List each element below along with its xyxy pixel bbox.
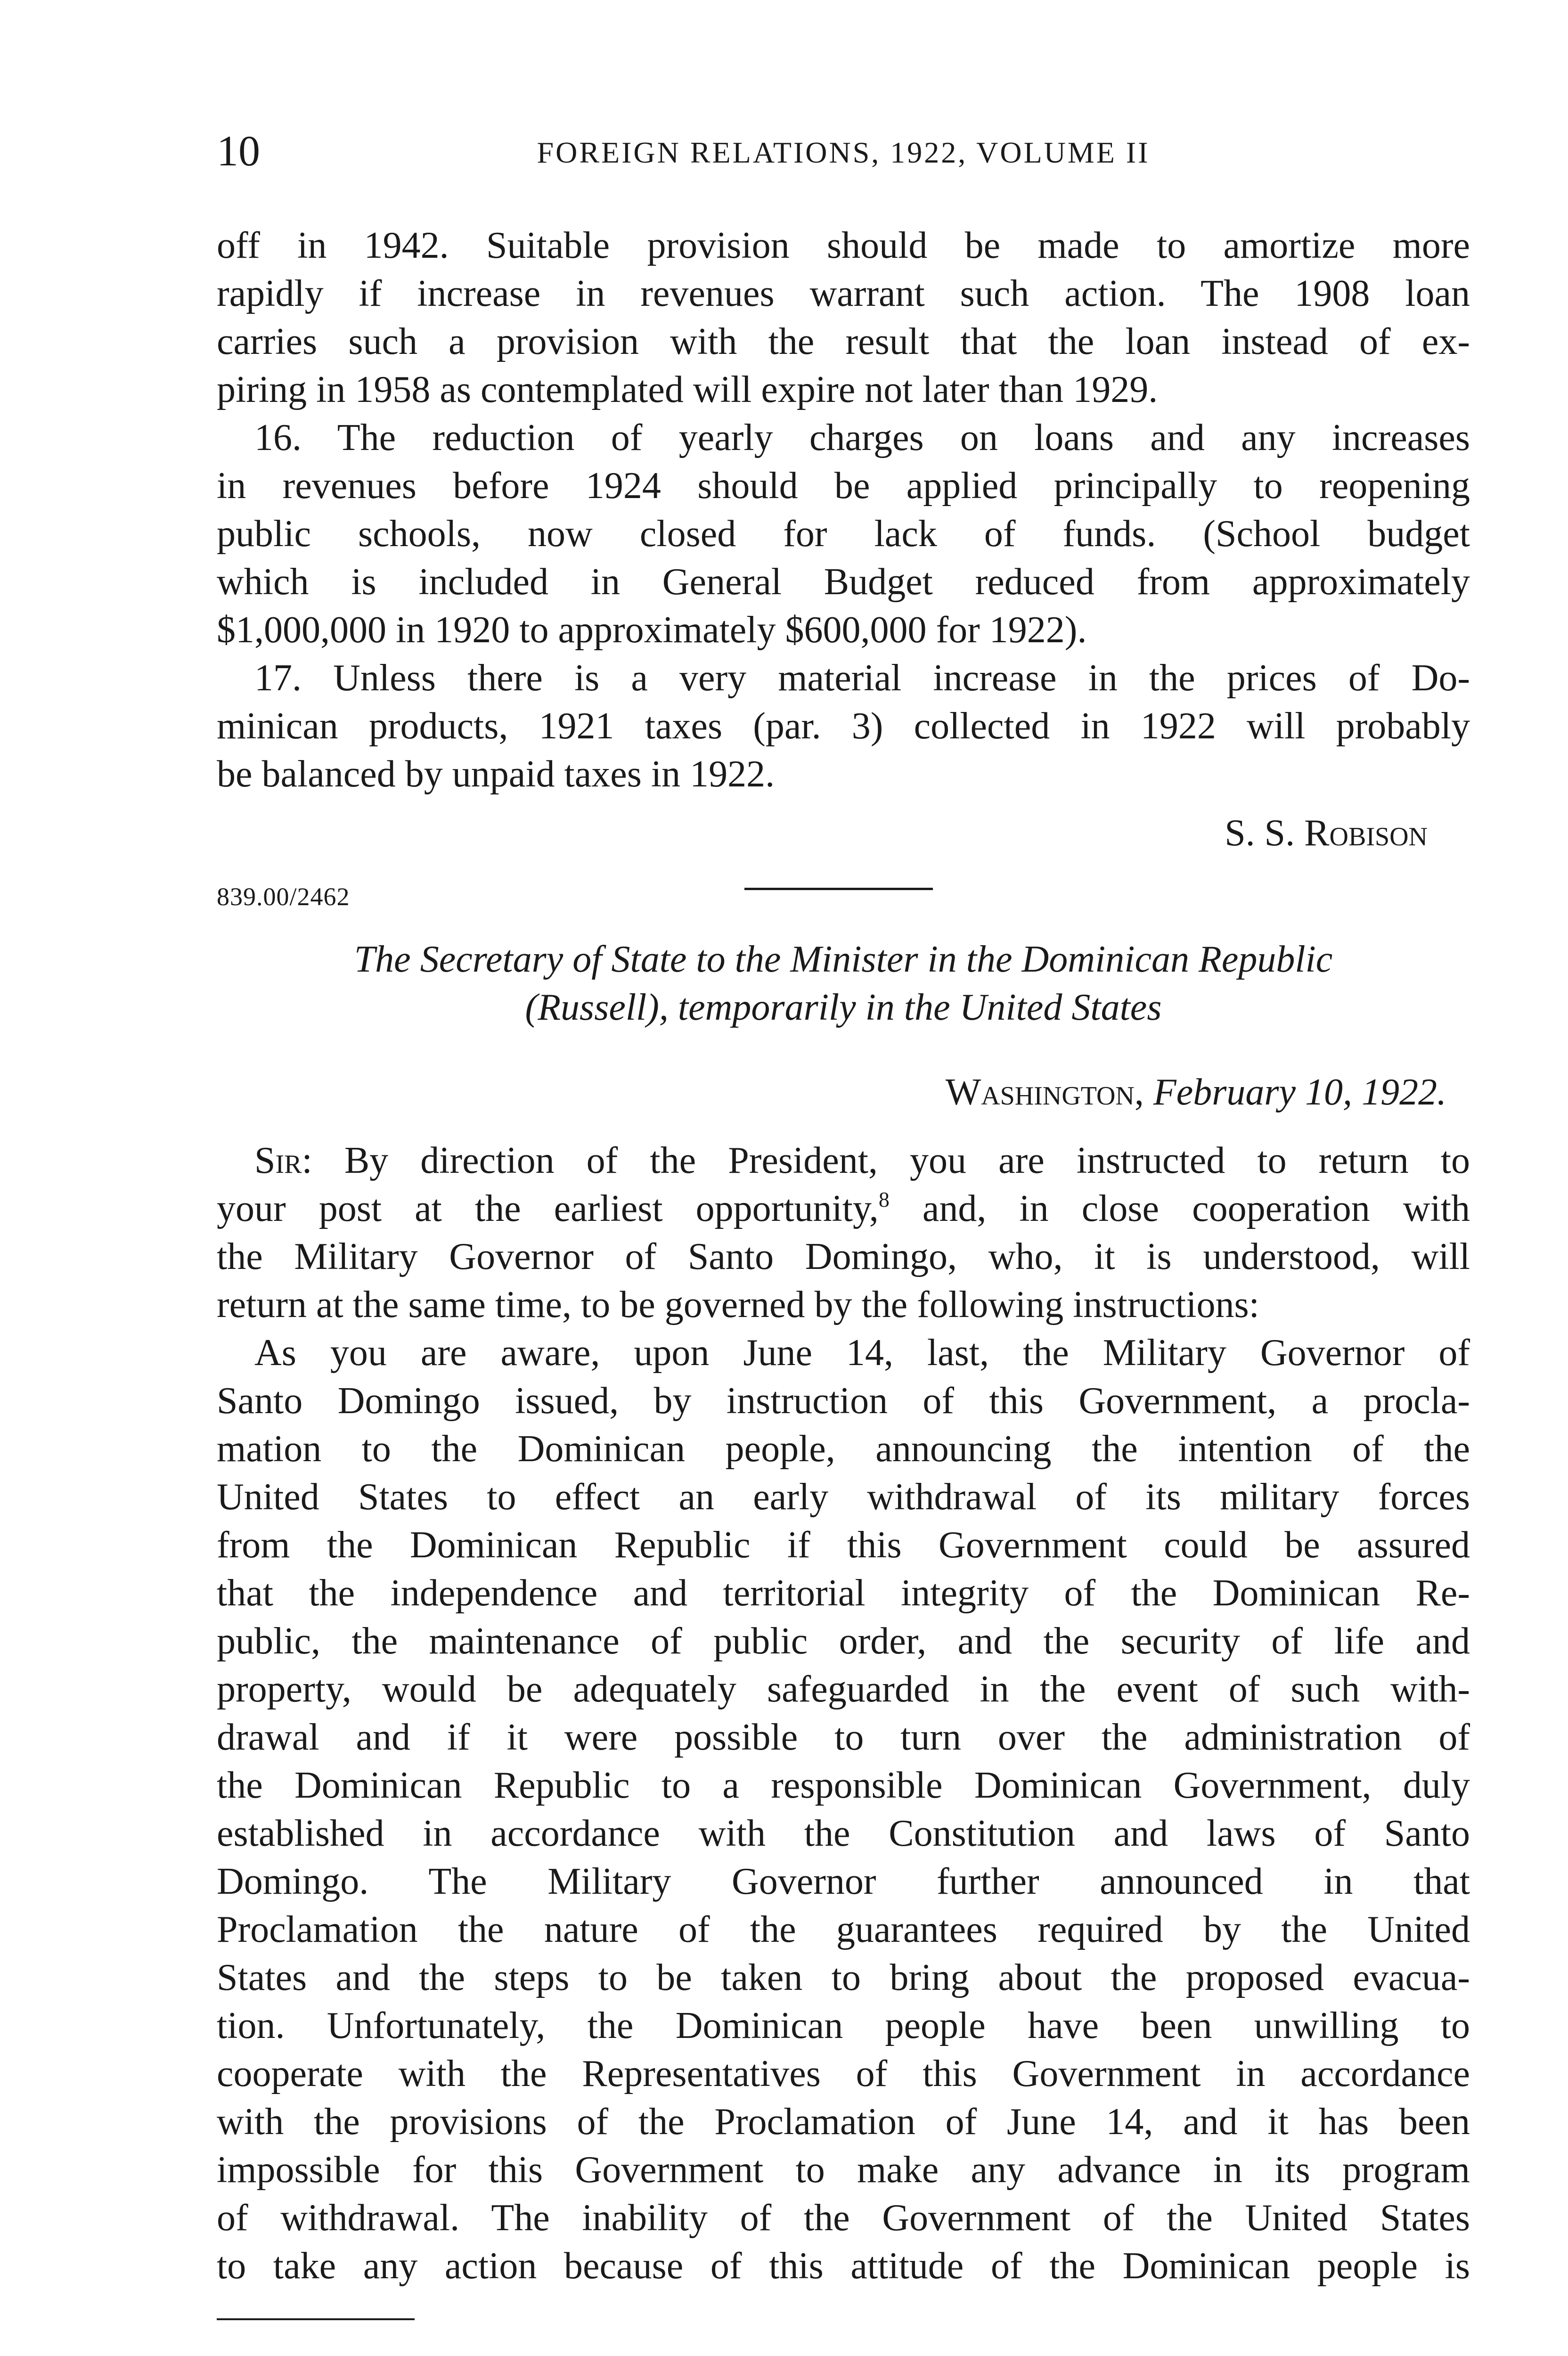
text-line: carries such a provision with the result that the loan instead of ex- [217, 321, 1470, 362]
footnote-divider [217, 2318, 415, 2320]
dateline-place: Washington, [945, 1072, 1144, 1113]
running-title: FOREIGN RELATIONS, 1922, VOLUME II [537, 136, 1150, 169]
text-line: $1,000,000 in 1920 to approximately $600,000 for 1922). [217, 609, 1087, 651]
text-line: impossible for this Government to make any advance in its program [217, 2149, 1470, 2191]
text-line: Santo Domingo issued, by instruction of this Government, a procla- [217, 1380, 1470, 1422]
text-line: which is included in General Budget reduced from approximately [217, 561, 1470, 603]
text-line: property, would be adequately safeguarded in the event of such with- [217, 1669, 1470, 1710]
footnote [231, 2351, 793, 2356]
text-line: drawal and if it were possible to turn over the administration of [217, 1717, 1470, 1758]
heading-line: (Russell), temporarily in the United States [525, 987, 1162, 1028]
salutation: Sir: [254, 1140, 312, 1181]
text-line: mation to the Dominican people, announcing the intention of the [217, 1428, 1470, 1470]
file-number: 839.00/2462 [217, 883, 350, 911]
text-line: that the independence and territorial integrity of the Dominican Re- [217, 1572, 1470, 1614]
signature: S. S. Robison [1225, 812, 1428, 854]
text-line: cooperate with the Representatives of this Government in accordance [217, 2053, 1470, 2094]
dateline-date: February 10, 1922. [1153, 1072, 1446, 1113]
text-line: with the provisions of the Proclamation of June 14, and it has been [217, 2101, 1470, 2143]
text-line: established in accordance with the Constitution and laws of Santo [217, 1813, 1470, 1854]
letter-paragraph-2 [217, 1329, 1470, 2290]
text-line: from the Dominican Republic if this Government could be assured [217, 1524, 1470, 1566]
text-line: minican products, 1921 taxes (par. 3) collected in 1922 will probably [217, 705, 1470, 747]
text-line [217, 1185, 1470, 1233]
text-line: the Dominican Republic to a responsible Dominican Government, duly [217, 1765, 1470, 1806]
text-line: 17. Unless there is a very material increase in the prices of Do- [254, 657, 1470, 699]
text-line: to take any action because of this attitude of the Dominican people is [217, 2245, 1470, 2287]
text-line: 16. The reduction of yearly charges on loans and any increases [254, 417, 1470, 458]
letter-paragraph-1 [217, 1137, 1470, 1329]
text-line: Proclamation the nature of the guarantees required by the United [217, 1909, 1470, 1950]
text-span: By direction of the President, you are instructed to return to [344, 1140, 1470, 1181]
paragraph-16 [217, 414, 1470, 654]
text-span: your post at the earliest opportunity, [217, 1188, 879, 1229]
running-head [217, 127, 1470, 179]
text-line: tion. Unfortunately, the Dominican people have been unwilling to [217, 2005, 1470, 2046]
text-line: off in 1942. Suitable provision should be made to amortize more [217, 225, 1470, 266]
text-line: of withdrawal. The inability of the Government of the United States [217, 2197, 1470, 2239]
text-span: and, in close cooperation with [889, 1188, 1470, 1229]
text-line: in revenues before 1924 should be applied principally to reopening [217, 465, 1470, 507]
footnote-reference: 8 [878, 1187, 890, 1211]
text-line: States and the steps to be taken to bring about the proposed evacua- [217, 1957, 1470, 1998]
text-line: public, the maintenance of public order, and the security of life and [217, 1620, 1470, 1662]
page-number: 10 [217, 127, 260, 175]
paragraph-15-continued [217, 221, 1470, 414]
text-line: United States to effect an early withdrawal of its military forces [217, 1476, 1470, 1518]
paragraph-17 [217, 654, 1470, 798]
text-line: return at the same time, to be governed by the following instructions: [217, 1284, 1259, 1325]
text-line: the Military Governor of Santo Domingo, who, it is understood, will [217, 1236, 1470, 1277]
text-line: be balanced by unpaid taxes in 1922. [217, 753, 775, 795]
text-line: public schools, now closed for lack of funds. (School budget [217, 513, 1470, 555]
document-heading [217, 935, 1470, 1031]
text-line [217, 1137, 1470, 1185]
text-line: As you are aware, upon June 14, last, the Military Governor of [254, 1332, 1470, 1374]
text-line: Domingo. The Military Governor further announced in that [217, 1861, 1470, 1902]
section-divider [744, 888, 933, 890]
heading-line: The Secretary of State to the Minister in the Dominican Republic [354, 939, 1333, 980]
text-line: piring in 1958 as contemplated will expire not later than 1929. [217, 369, 1158, 410]
dateline [217, 1069, 1446, 1116]
text-line: rapidly if increase in revenues warrant such action. The 1908 loan [217, 273, 1470, 314]
